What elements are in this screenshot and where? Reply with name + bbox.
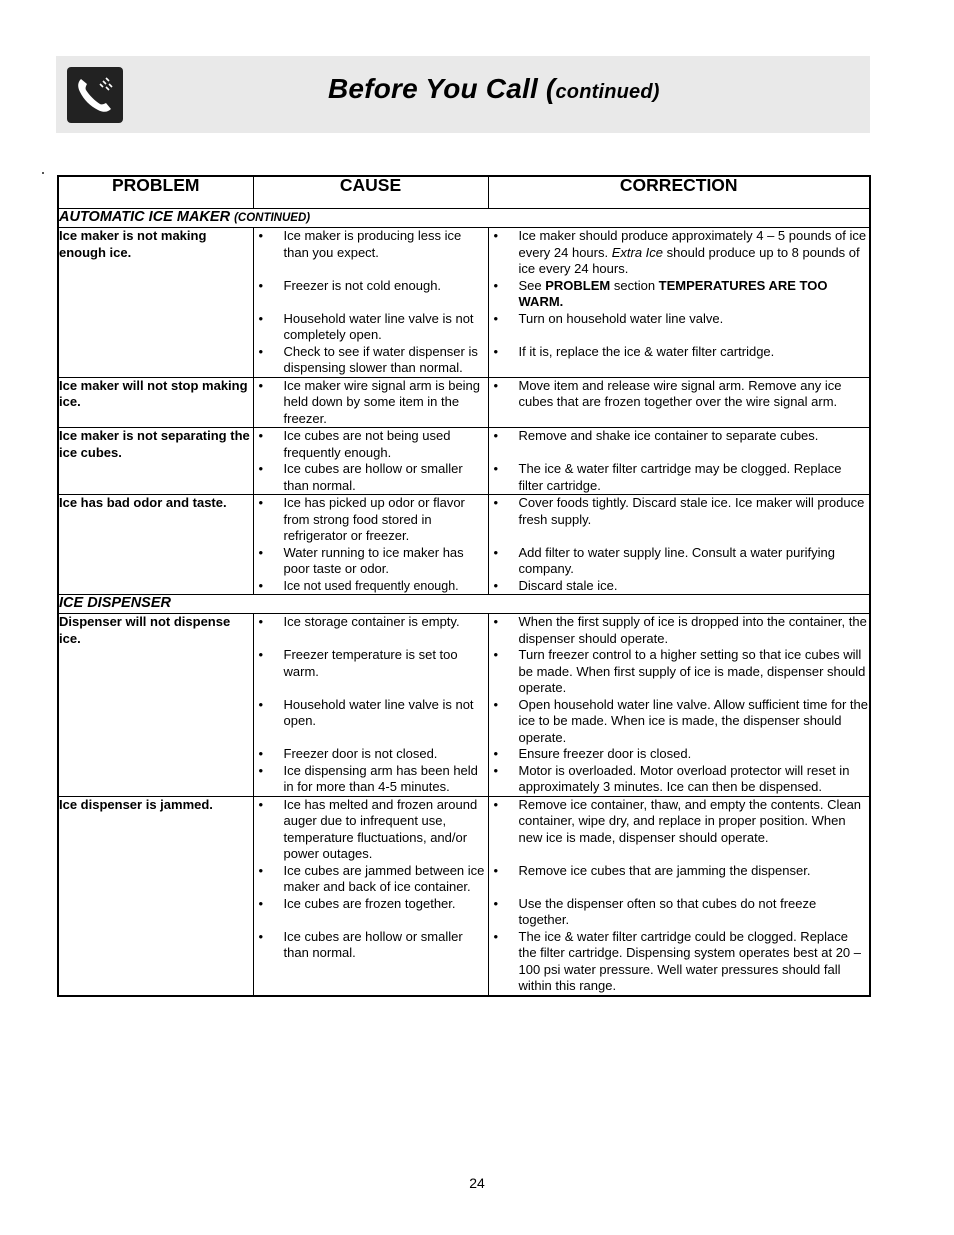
table-row — [58, 377, 870, 428]
cause-item: • Ice dispensing arm has been held in for more than 4-5 minutes. — [254, 763, 488, 796]
problem-cell: Ice dispenser is jammed. — [58, 796, 253, 996]
cause-cell — [253, 614, 488, 797]
section-title — [58, 209, 870, 228]
stray-mark — [42, 172, 44, 174]
correction-bold: TEMPERATURES ARE TOO WARM. — [518, 277, 828, 309]
cause-item: • Freezer door is not closed. — [254, 746, 488, 763]
correction-item: • The ice & water filter cartridge could be clogged. Replace the filter cartridge. Dispensing system operates best at 20 – 100 psi water pressure. Well water pressures should fall within this range. — [489, 929, 870, 995]
section-title: ICE DISPENSER — [58, 595, 870, 614]
cause-item: • Ice has melted and frozen around auger due to infrequent use, temperature fluctuations, and/or power outages. — [254, 797, 488, 863]
correction-item: • Ensure freezer door is closed. — [489, 746, 870, 763]
table-row — [58, 495, 870, 595]
correction-cell — [488, 796, 870, 996]
table-row — [58, 428, 870, 495]
table-row — [58, 614, 870, 797]
correction-text: See — [518, 277, 546, 293]
problem-cell: Ice maker is not making enough ice. — [58, 228, 253, 378]
correction-text: section — [610, 277, 659, 293]
cause-item: • Ice cubes are jammed between ice maker and back of ice container. — [254, 863, 488, 896]
cause-item: • Ice storage container is empty. — [254, 614, 488, 631]
title-main: Before You Call ( — [328, 73, 556, 104]
section-row-automatic-ice-maker — [58, 209, 870, 228]
correction-item: • When the first supply of ice is dropped into the container, the dispenser should operate. — [489, 614, 870, 647]
problem-cell: Ice has bad odor and taste. — [58, 495, 253, 595]
cause-item: • Ice cubes are frozen together. — [254, 896, 488, 913]
correction-text: Ice maker should produce approximately 4 – 5 pounds of ice every 24 hours. — [518, 228, 867, 260]
correction-bold: PROBLEM — [545, 277, 611, 293]
problem-cell: Ice maker is not separating the ice cubes. — [58, 428, 253, 495]
column-header-problem: PROBLEM — [58, 176, 253, 209]
correction-item: • Move item and release wire signal arm. Remove any ice cubes that are frozen together over the wire signal arm. — [489, 378, 870, 411]
cause-item: • Ice has picked up odor or flavor from strong food stored in refrigerator or freezer. — [254, 495, 488, 545]
cause-item: • Household water line valve is not open. — [254, 697, 488, 730]
correction-item: • If it is, replace the ice & water filter cartridge. — [489, 344, 870, 361]
page-title — [328, 73, 660, 105]
table-row — [58, 228, 870, 378]
phone-icon — [67, 67, 123, 123]
cause-cell — [253, 495, 488, 595]
cause-item: • Ice cubes are hollow or smaller than normal. — [254, 929, 488, 962]
cause-item: • Freezer temperature is set too warm. — [254, 647, 488, 680]
correction-item: • Discard stale ice. — [489, 578, 870, 595]
column-header-correction: CORRECTION — [488, 176, 870, 209]
correction-item: • Add filter to water supply line. Consult a water purifying company. — [489, 545, 870, 578]
correction-cell — [488, 228, 870, 378]
cause-item: • Ice maker wire signal arm is being held down by some item in the freezer. — [254, 378, 488, 428]
correction-item: • Turn on household water line valve. — [489, 311, 870, 328]
section-title-text: AUTOMATIC ICE MAKER — [59, 209, 235, 225]
correction-item — [489, 278, 870, 311]
correction-item: • Open household water line valve. Allow sufficient time for the ice to be made. When ice is made, the dispenser should operate. — [489, 697, 870, 747]
cause-cell — [253, 796, 488, 996]
cause-item: • Ice maker is producing less ice than you expect. — [254, 228, 488, 261]
correction-cell — [488, 614, 870, 797]
page-header — [56, 56, 870, 133]
cause-item: • Water running to ice maker has poor taste or odor. — [254, 545, 488, 578]
correction-cell — [488, 428, 870, 495]
problem-cell: Ice maker will not stop making ice. — [58, 377, 253, 428]
section-row-ice-dispenser — [58, 595, 870, 614]
cause-item: • Ice cubes are hollow or smaller than normal. — [254, 461, 488, 494]
troubleshooting-table — [57, 175, 871, 997]
correction-cell — [488, 495, 870, 595]
cause-cell — [253, 377, 488, 428]
title-continued: continued) — [555, 81, 660, 103]
correction-item: • Remove ice container, thaw, and empty the contents. Clean container, wipe dry, and replace in proper position. When new ice is made, dispenser should operate. — [489, 797, 870, 847]
problem-cell: Dispenser will not dispense ice. — [58, 614, 253, 797]
table-header-row — [58, 176, 870, 209]
page-number: 24 — [469, 1175, 485, 1191]
cause-cell — [253, 228, 488, 378]
column-header-cause: CAUSE — [253, 176, 488, 209]
correction-item: • Turn freezer control to a higher setting so that ice cubes will be made. When first supply of ice is made, dispenser should operate. — [489, 647, 870, 697]
cause-item: • Ice cubes are not being used frequently enough. — [254, 428, 488, 461]
correction-item: • Motor is overloaded. Motor overload protector will reset in approximately 3 minutes. Ice can then be dispensed. — [489, 763, 870, 796]
correction-item: • Remove ice cubes that are jamming the dispenser. — [489, 863, 870, 880]
correction-item: • Cover foods tightly. Discard stale ice. Ice maker will produce fresh supply. — [489, 495, 870, 528]
correction-item: • The ice & water filter cartridge may be clogged. Replace filter cartridge. — [489, 461, 870, 494]
table-row — [58, 796, 870, 996]
correction-item: • Use the dispenser often so that cubes do not freeze together. — [489, 896, 870, 929]
cause-item: • Household water line valve is not completely open. — [254, 311, 488, 344]
correction-item — [489, 228, 870, 278]
cause-item: • Ice not used frequently enough. — [254, 578, 488, 595]
cause-item: • Check to see if water dispenser is dispensing slower than normal. — [254, 344, 488, 377]
correction-item: • Remove and shake ice container to separate cubes. — [489, 428, 870, 445]
correction-italic: Extra Ice — [611, 244, 664, 260]
section-title-suffix: (CONTINUED) — [234, 212, 311, 224]
cause-cell — [253, 428, 488, 495]
correction-cell — [488, 377, 870, 428]
cause-item: • Freezer is not cold enough. — [254, 278, 488, 295]
correction-text: should produce up to 8 pounds of ice every 24 hours. — [518, 244, 860, 276]
